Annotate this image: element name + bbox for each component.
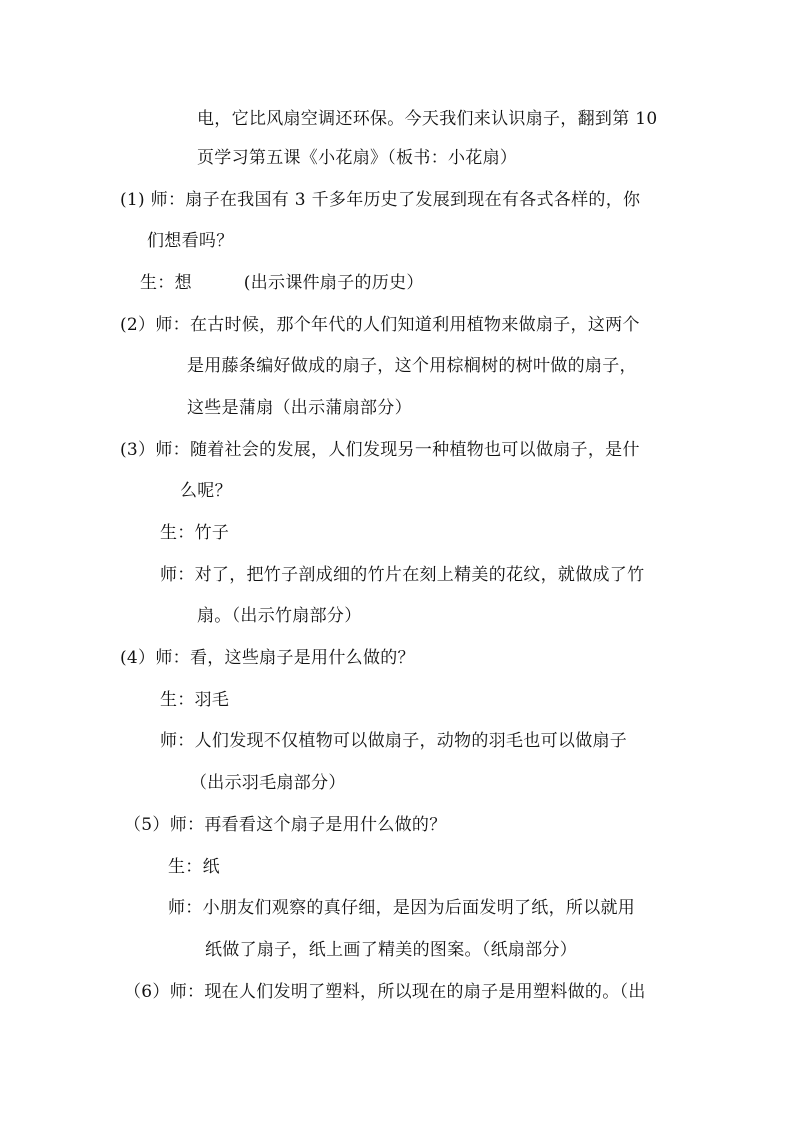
text-line-4: 们想看吗？ bbox=[147, 231, 234, 251]
text-line-15: 生：羽毛 bbox=[160, 690, 230, 710]
text-line-16: 师：人们发现不仅植物可以做扇子，动物的羽毛也可以做扇子 bbox=[160, 731, 628, 751]
text-line-8: 这些是蒲扇（出示蒲扇部分） bbox=[187, 398, 412, 418]
text-line-12: 师：对了，把竹子剖成细的竹片在刻上精美的花纹，就做成了竹 bbox=[160, 565, 645, 585]
text-line-10: 么呢？ bbox=[180, 481, 232, 501]
text-line-3: (1) 师：扇子在我国有 3 千多年历史了发展到现在有各式各样的，你 bbox=[120, 190, 641, 210]
text-line-11: 生：竹子 bbox=[160, 523, 230, 543]
text-line-17: （出示羽毛扇部分） bbox=[190, 773, 346, 793]
text-line-1: 电，它比风扇空调还环保。今天我们来认识扇子，翻到第 10 bbox=[197, 109, 658, 129]
text-line-18: （5）师：再看看这个扇子是用什么做的？ bbox=[124, 815, 447, 835]
text-line-13: 扇。（出示竹扇部分） bbox=[197, 606, 362, 626]
text-line-21: 纸做了扇子，纸上画了精美的图案。（纸扇部分） bbox=[205, 940, 578, 960]
text-line-2: 页学习第五课《小花扇》（板书：小花扇） bbox=[197, 148, 518, 168]
text-line-7: 是用藤条编好做成的扇子，这个用棕榈树的树叶做的扇子， bbox=[187, 356, 637, 376]
text-line-14: (4）师：看，这些扇子是用什么做的？ bbox=[120, 648, 415, 668]
text-line-5: 生：想 (出示课件扇子的历史） bbox=[140, 273, 424, 293]
text-line-19: 生：纸 bbox=[168, 857, 220, 877]
text-line-22: （6）师：现在人们发明了塑料，所以现在的扇子是用塑料做的。（出 bbox=[124, 982, 646, 1002]
text-line-20: 师：小朋友们观察的真仔细，是因为后面发明了纸，所以就用 bbox=[168, 898, 636, 918]
text-line-6: (2）师：在古时候，那个年代的人们知道利用植物来做扇子，这两个 bbox=[120, 315, 640, 335]
text-line-9: (3）师：随着社会的发展，人们发现另一种植物也可以做扇子，是什 bbox=[120, 440, 640, 460]
